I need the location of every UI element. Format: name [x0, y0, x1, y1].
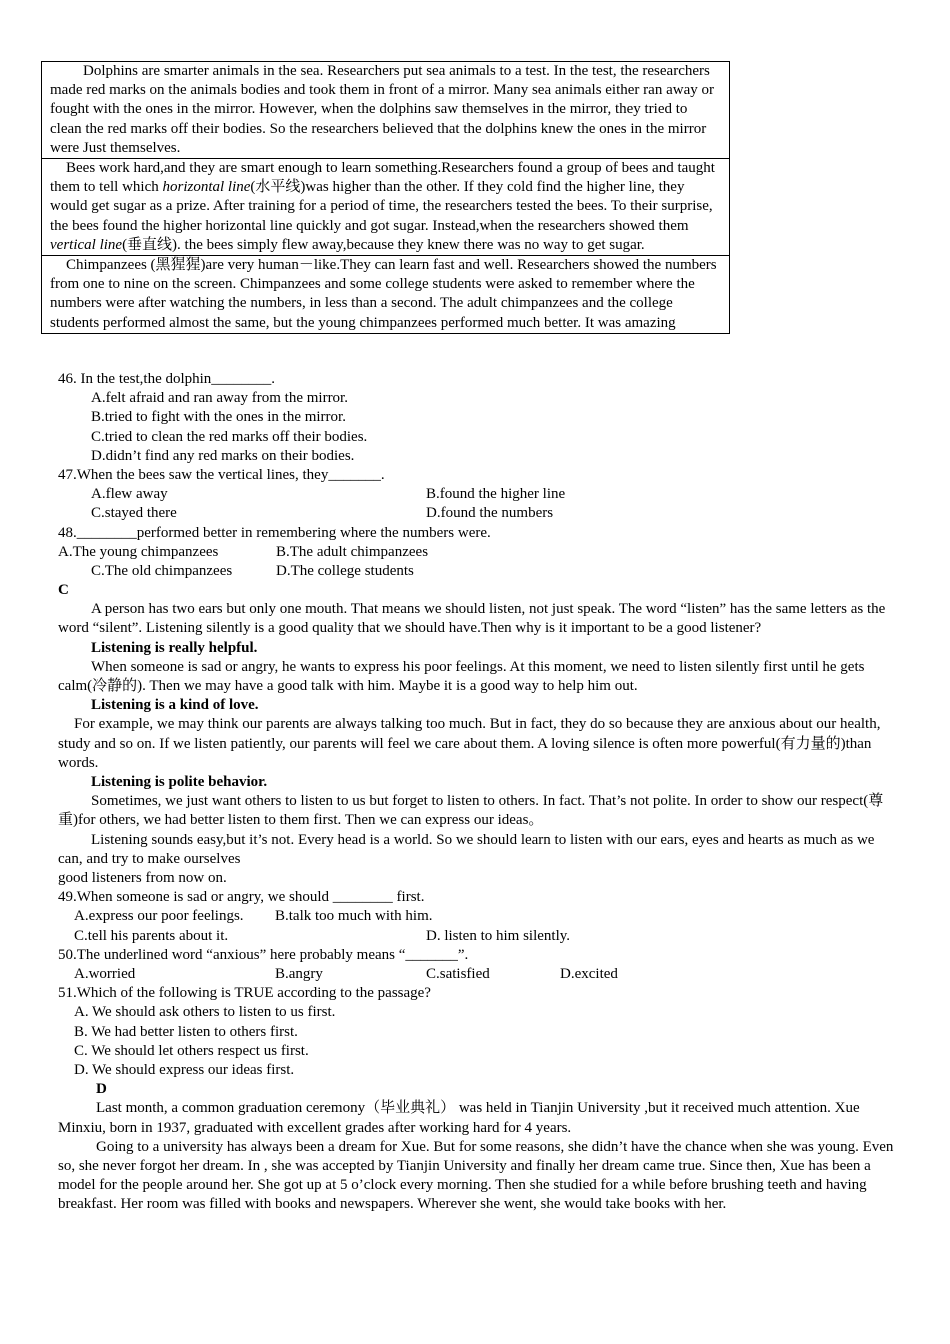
q46-stem: 46. In the test,the dolphin________.: [58, 371, 276, 387]
q47-row-2: [58, 504, 898, 523]
main-content: [58, 370, 898, 1215]
q51-stem: 51.Which of the following is TRUE according to the passage?: [58, 985, 431, 1002]
section-c-heading-1: Listening is really helpful.: [91, 639, 258, 656]
q50-option-b: B.angry: [275, 965, 323, 982]
q48-option-d: D.The college students: [276, 562, 414, 579]
q49-option-b: B.talk too much with him.: [275, 908, 433, 925]
q47-row-1: [58, 485, 898, 504]
dolphins-paragraph: Dolphins are smarter animals in the sea. Researchers put sea animals to a test. In the test, the researchers made red marks on the animals bodies and took them in front of a mirror. Many sea animals either ran away or fought with the ones in the mirror. However, when the dolphins saw themselves in the mirror, they tried to clean the red marks off their bodies. So the researchers believed that the dolphins knew the ones in the mirror were Just themselves.: [50, 63, 714, 156]
q46-option-a: A.felt afraid and ran away from the mirror.: [91, 390, 348, 407]
q47-option-b: B.found the higher line: [426, 486, 566, 503]
section-c-label: C: [58, 582, 69, 599]
q46-option-b: B.tried to fight with the ones in the mirror.: [91, 409, 346, 426]
q47-option-a: A.flew away: [91, 486, 168, 503]
bees-term-vertical: vertical line: [50, 236, 123, 253]
q47-option-c: C.stayed there: [91, 505, 177, 522]
q49-row-1: [58, 907, 898, 926]
q48-row-1: [58, 543, 898, 562]
bees-paragraph: [42, 158, 729, 255]
q46-option-c: C.tried to clean the red marks off their bodies.: [91, 428, 368, 445]
section-c-heading-3: Listening is polite behavior.: [91, 774, 268, 791]
section-c-paragraph-1: When someone is sad or angry, he wants to express his poor feelings. At this moment, we need to listen silently first until he gets calm(冷静的). Then we may have a good talk with him. Maybe it is a good way to help him out.: [58, 658, 865, 695]
q48-option-b: B.The adult chimpanzees: [276, 543, 429, 560]
q48-option-c: C.The old chimpanzees: [91, 562, 233, 579]
bees-text-3: (垂直线). the bees simply flew away,because they knew there was no way to get sugar.: [122, 236, 645, 253]
q47-stem: 47.When the bees saw the vertical lines, they_______.: [58, 466, 385, 483]
section-d-label: D: [96, 1081, 107, 1098]
q48-stem: 48.________performed better in remembering where the numbers were.: [58, 524, 491, 541]
q49-option-a: A.express our poor feelings.: [74, 908, 244, 925]
q50-option-c: C.satisfied: [426, 965, 490, 982]
q50-option-a: A.worried: [74, 965, 136, 982]
q50-option-d: D.excited: [560, 965, 618, 982]
q49-option-c: C.tell his parents about it.: [74, 927, 229, 944]
q46-option-d: D.didn’t find any red marks on their bodies.: [91, 447, 355, 464]
section-c-paragraph-4: Listening sounds easy,but it’s not. Every head is a world. So we should learn to listen with our ears, eyes and hearts as much as we can, and try to make ourselves: [58, 831, 875, 867]
q49-option-d: D. listen to him silently.: [426, 927, 571, 944]
section-c-intro: A person has two ears but only one mouth. That means we should listen, not just speak. The word “listen” has the same letters as the word “silent”. Listening silently is a good quality that we should have.Then why is it important to be a good listener?: [58, 601, 886, 637]
passage-b-table: [41, 61, 730, 334]
q47-option-d: D.found the numbers: [426, 505, 554, 522]
q50-stem: 50.The underlined word “anxious” here probably means “_______”.: [58, 946, 469, 963]
section-c-heading-2: Listening is a kind of love.: [91, 697, 259, 714]
q51-option-d: D. We should express our ideas first.: [74, 1061, 295, 1078]
bees-text-1: Bees work hard,and they are smart enough to learn something.Researchers found a group of bees and taught them to tell which: [50, 160, 715, 196]
section-c-paragraph-2: For example, we may think our parents are always talking too much. But in fact, they do so because they are anxious about our health, study and so on. If we listen patiently, our parents will feel we care about them. A loving silence is often more powerful(有力量的)than words.: [58, 716, 881, 771]
q51-option-a: A. We should ask others to listen to us first.: [74, 1004, 336, 1021]
q48-row-2: [58, 562, 898, 581]
section-c-paragraph-4-end: good listeners from now on.: [58, 870, 227, 887]
q49-row-2: [58, 927, 898, 946]
bees-term-horizontal: horizontal line: [162, 179, 251, 196]
q49-stem: 49.When someone is sad or angry, we should ________ first.: [58, 889, 425, 906]
q51-option-b: B. We had better listen to others first.: [74, 1023, 298, 1040]
q51-option-c: C. We should let others respect us first.: [74, 1042, 309, 1059]
q50-row: [58, 965, 898, 984]
bees-text-2: (水平线)was higher than the other. If they cold find the higher line, they would get sugar as a prize. After training for a period of time, the researchers tested the bees. To their surprise, the bees found the higher horizontal line quickly and got sugar. Instead,when the researchers showed them: [50, 179, 713, 234]
chimps-paragraph: Chimpanzees (黑猩猩)are very human－like.They can learn fast and well. Researchers showed the numbers from one to nine on the screen. Chimpanzees and some college students were asked to remember where the numbers were after watching the numbers, in less than a second. The adult chimpanzees and the college students performed almost the same, but the young chimpanzees performed much better. It was amazing: [42, 255, 729, 333]
q48-option-a: A.The young chimpanzees: [58, 543, 219, 560]
section-d-paragraph-1: Last month, a common graduation ceremony（毕业典礼） was held in Tianjin University ,but it received much attention. Xue Minxiu, born in 1937, graduated with excellent grades after working hard for 4 years.: [58, 1100, 860, 1136]
section-c-paragraph-3: Sometimes, we just want others to listen to us but forget to listen to others. In fact. That’s not polite. In order to show our respect(尊重)for others, we had better listen to them first. Then we can express our ideas。: [58, 793, 884, 829]
section-d-paragraph-2: Going to a university has always been a dream for Xue. But for some reasons, she didn’t have the chance when she was young. Even so, she never forgot her dream. In , she was accepted by Tianjin University and finally her dream came true. Since then, Xue has been a model for the people around her. She got up at 5 o’clock every morning. Then she studied for a while before brushing teeth and having breakfast. Her room was filled with books and newspapers. Wherever she went, she would take books with her.: [58, 1138, 894, 1213]
